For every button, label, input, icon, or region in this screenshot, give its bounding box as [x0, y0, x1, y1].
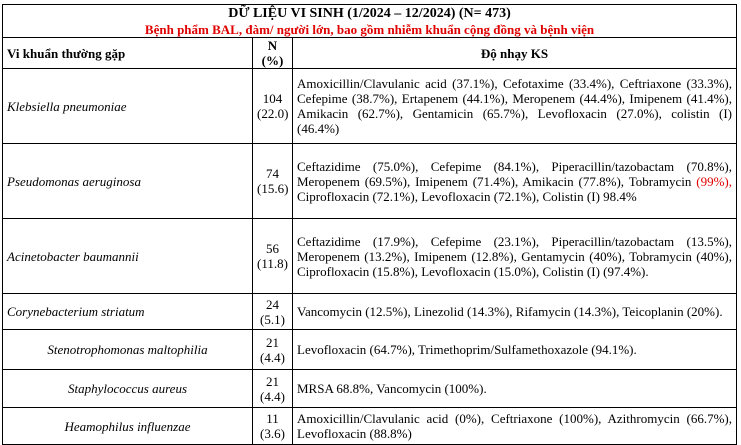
highlighted-value: (99%),: [696, 173, 732, 189]
bacteria-name: Acinetobacter baumannii: [3, 219, 253, 294]
sensitivity-cell: Ceftazidime (17.9%), Cefepime (23.1%), Piperacillin/tazobactam (13.5%), Meropenem (13.2%), Imipenem (12.8%), Gentamycin (40%), Tobramycin (40%), Ciprofloxacin (15.8%), Levofloxacin (15.0%), Colistin (I) (97.4%).: [293, 219, 737, 294]
percent: (15.6): [257, 181, 289, 196]
percent: (3.6): [260, 426, 285, 441]
table-row: [3, 294, 737, 330]
percent: (5.1): [260, 311, 285, 327]
bacteria-name: Corynebacterium striatum: [3, 294, 253, 330]
count-cell: [253, 219, 293, 294]
sensitivity-cell: Amoxicillin/Clavulanic acid (0%), Ceftriaxone (100%), Azithromycin (66.7%), Levofloxacin (88.8%): [293, 408, 737, 445]
count: 74: [266, 166, 279, 181]
title-row: [3, 5, 737, 38]
microbiology-table: [2, 4, 737, 445]
percent: (11.8): [257, 256, 288, 271]
table-row: [3, 144, 737, 219]
sensitivity-cell: Amoxicillin/Clavulanic acid (37.1%), Cefotaxime (33.4%), Ceftriaxone (33.3%), Cefepime (38.7%), Ertapenem (44.1%), Meropenem (44.4%), Imipenem (41.4%), Amikacin (62.7%), Gentamicin (65.7%), Levofloxacin (27.0%), colistin (I) (46.4%): [293, 69, 737, 144]
count: 11: [266, 411, 279, 426]
table-row: [3, 219, 737, 294]
percent: (22.0): [257, 106, 289, 121]
count: 21: [266, 334, 279, 350]
count-cell: [253, 69, 293, 144]
count: 24: [266, 296, 279, 312]
sensitivity-cell: MRSA 68.8%, Vancomycin (100%).: [293, 370, 737, 408]
table-row: [3, 330, 737, 370]
header-n: N (%): [253, 38, 293, 69]
count-cell: [253, 294, 293, 330]
percent: (4.4): [260, 349, 285, 365]
bacteria-name: Staphylococcus aureus: [3, 370, 253, 408]
count-cell: [253, 370, 293, 408]
percent: (4.4): [260, 388, 285, 404]
bacteria-name: Pseudomonas aeruginosa: [3, 144, 253, 219]
sensitivity-cell: Levofloxacin (64.7%), Trimethoprim/Sulfamethoxazole (94.1%).: [293, 330, 737, 370]
bacteria-name: Heamophilus influenzae: [3, 408, 253, 445]
bacteria-name: Klebsiella pneumoniae: [3, 69, 253, 144]
table-title: DỮ LIỆU VI SINH (1/2024 – 12/2024) (N= 473): [228, 6, 511, 21]
count-cell: [253, 330, 293, 370]
bacteria-name: Stenotrophomonas maltophilia: [3, 330, 253, 370]
title-cell: [3, 5, 737, 38]
count: 56: [266, 241, 279, 256]
sensitivity-text: Ceftazidime (75.0%), Cefepime (84.1%), Piperacillin/tazobactam (70.8%), Meropenem (69.5%), Imipenem (71.4%), Amikacin (77.8%), Tobramycin: [297, 158, 732, 189]
sensitivity-cell: [293, 144, 737, 219]
table-subtitle: Bệnh phẩm BAL, đàm/ người lớn, bao gồm nhiễm khuẩn cộng đồng và bệnh viện: [144, 22, 595, 37]
sensitivity-text: Ciprofloxacin (72.1%), Levofloxacin (72.1%), Colistin (I) 98.4%: [297, 188, 637, 204]
table-row: [3, 370, 737, 408]
count-cell: [253, 408, 293, 445]
count: 21: [266, 373, 279, 389]
count: 104: [262, 91, 283, 106]
header-row: [3, 38, 737, 69]
table-row: [3, 408, 737, 445]
header-sensitivity: Độ nhạy KS: [293, 38, 737, 69]
count-cell: [253, 144, 293, 219]
table-row: [3, 69, 737, 144]
sensitivity-cell: Vancomycin (12.5%), Linezolid (14.3%), Rifamycin (14.3%), Teicoplanin (20%).: [293, 294, 737, 330]
header-bacteria: Vi khuẩn thường gặp: [3, 38, 253, 69]
